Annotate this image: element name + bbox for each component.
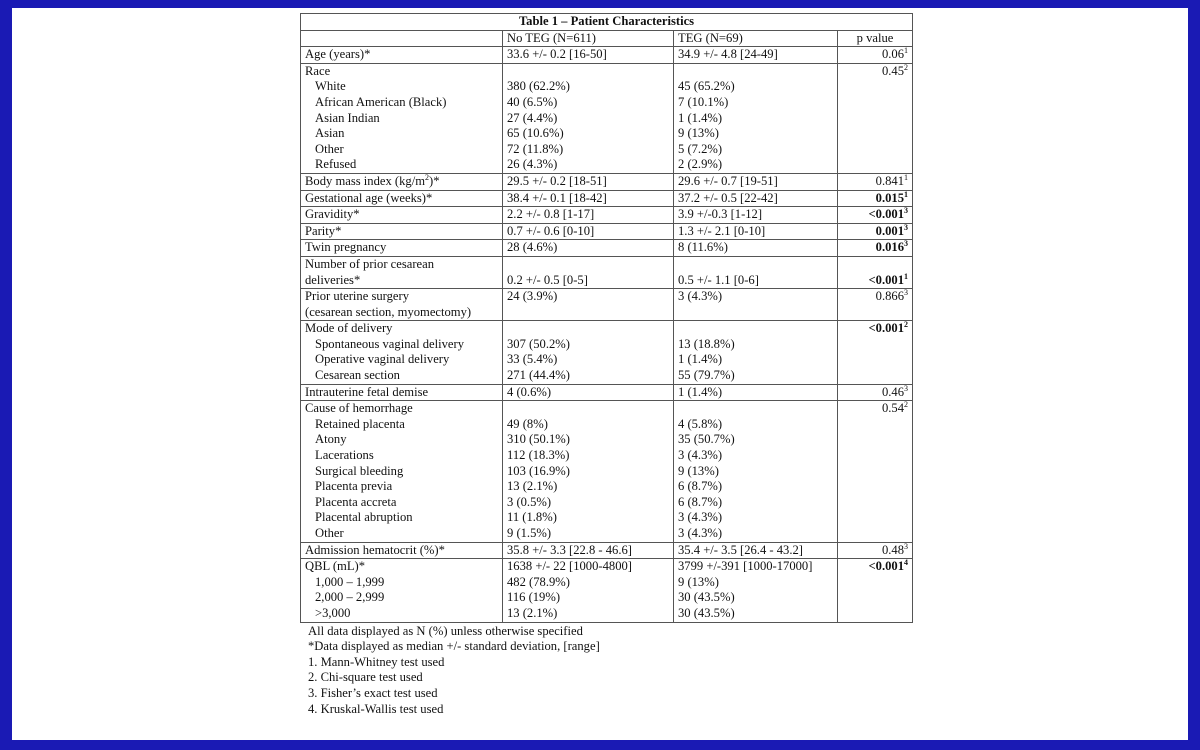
cell-no-teg: 9 (1.5%) (503, 526, 674, 542)
cell-no-teg: 72 (11.8%) (503, 142, 674, 158)
p-footnote: 1 (904, 46, 908, 56)
row-label: Asian (301, 126, 503, 142)
p-text: 0.06 (881, 47, 904, 62)
p-footnote: 2 (904, 63, 908, 72)
cell-teg: 37.2 +/- 0.5 [22-42] (674, 190, 838, 207)
cell-teg: 3.9 +/-0.3 [1-12] (674, 207, 838, 224)
p-footnote: 1 (904, 190, 908, 199)
row-label: Gravidity* (301, 207, 503, 224)
document-page (12, 8, 1188, 740)
cell-p-value (838, 273, 913, 289)
cell-teg: 2 (2.9%) (674, 157, 838, 173)
footnote: 1. Mann-Whitney test used (308, 654, 445, 669)
cell-no-teg: 0.2 +/- 0.5 [0-5] (503, 273, 674, 289)
cell-p-value (838, 190, 913, 207)
row-label: Prior uterine surgery (301, 289, 503, 305)
cell-no-teg: 33 (5.4%) (503, 352, 674, 368)
header-no-teg: No TEG (N=611) (503, 30, 674, 47)
footnote: 2. Chi-square test used (308, 670, 423, 685)
cell-no-teg: 103 (16.9%) (503, 464, 674, 480)
p-text: 0.46 (881, 384, 904, 399)
p-text: 0.015 (875, 190, 904, 205)
row-label: Body mass index $(kg/m^2)*$ (301, 173, 503, 190)
table-row (301, 95, 913, 111)
p-text: <0.001 (868, 559, 904, 574)
cell-p-value (838, 223, 913, 240)
p-text: 0.001 (875, 223, 904, 238)
table-title-row (301, 14, 913, 31)
row-label: Lacerations (301, 448, 503, 464)
table-row (301, 79, 913, 95)
cell-teg: 1 (1.4%) (674, 384, 838, 401)
cell-teg: 7 (10.1%) (674, 95, 838, 111)
cell-teg: 0.5 +/- 1.1 [0-6] (674, 273, 838, 289)
p-footnote: 3 (904, 223, 908, 232)
row-label: (cesarean section, myomectomy) (301, 305, 503, 321)
cell-teg: 9 (13%) (674, 126, 838, 142)
table-row (301, 190, 913, 207)
cell-p-value (838, 542, 913, 559)
p-footnote: 1 (904, 173, 908, 182)
row-label: >3,000 (301, 606, 503, 622)
cell-teg: 13 (18.8%) (674, 337, 838, 353)
cell-no-teg: 27 (4.4%) (503, 111, 674, 127)
row-label: Spontaneous vaginal delivery (301, 337, 503, 353)
cell-p-value (838, 289, 913, 305)
cell-teg: 3 (4.3%) (674, 526, 838, 542)
row-label: Parity* (301, 223, 503, 240)
cell-no-teg: 2.2 +/- 0.8 [1-17] (503, 207, 674, 224)
row-label: Placenta accreta (301, 495, 503, 511)
cell-teg: 1.3 +/- 2.1 [0-10] (674, 223, 838, 240)
table-row (301, 526, 913, 542)
cell-no-teg: 3 (0.5%) (503, 495, 674, 511)
cell-teg: 9 (13%) (674, 575, 838, 591)
table-row (301, 384, 913, 401)
row-label: Operative vaginal delivery (301, 352, 503, 368)
table-row (301, 590, 913, 606)
cell-no-teg: 28 (4.6%) (503, 240, 674, 257)
cell-teg: 35 (50.7%) (674, 432, 838, 448)
cell-no-teg: 49 (8%) (503, 417, 674, 433)
p-footnote: 2 (904, 400, 908, 410)
cell-no-teg: 310 (50.1%) (503, 432, 674, 448)
table-row (301, 273, 913, 289)
table-row (301, 305, 913, 321)
row-label: Refused (301, 157, 503, 173)
cell-p-value (838, 321, 913, 337)
table-row (301, 47, 913, 64)
cell-teg: 6 (8.7%) (674, 479, 838, 495)
row-label: Admission hematocrit (%)* (301, 542, 503, 559)
table-row (301, 464, 913, 480)
row-label: Cesarean section (301, 368, 503, 384)
header-row (301, 30, 913, 47)
table-row (301, 256, 913, 272)
table-row (301, 495, 913, 511)
row-label: 2,000 – 2,999 (301, 590, 503, 606)
p-text: 0.54 (881, 401, 904, 416)
table-row (301, 111, 913, 127)
cell-teg: 3 (4.3%) (674, 510, 838, 526)
table-row (301, 289, 913, 305)
table-row (301, 575, 913, 591)
row-label: African American (Black) (301, 95, 503, 111)
p-text: <0.001 (868, 272, 904, 287)
cell-teg: 6 (8.7%) (674, 495, 838, 511)
patient-characteristics-table (300, 13, 913, 623)
cell-no-teg: 13 (2.1%) (503, 479, 674, 495)
cell-no-teg: 13 (2.1%) (503, 606, 674, 622)
cell-no-teg: 112 (18.3%) (503, 448, 674, 464)
cell-p-value (838, 240, 913, 257)
row-label: Other (301, 526, 503, 542)
footnote: All data displayed as N (%) unless otherwise specified (308, 623, 583, 638)
row-label: Race (301, 63, 503, 79)
cell-teg: 4 (5.8%) (674, 417, 838, 433)
cell-no-teg: 271 (44.4%) (503, 368, 674, 384)
cell-no-teg: 40 (6.5%) (503, 95, 674, 111)
table-container (300, 13, 912, 717)
table-row (301, 368, 913, 384)
p-footnote: 3 (904, 239, 908, 249)
cell-teg: 3 (4.3%) (674, 289, 838, 305)
cell-teg: 45 (65.2%) (674, 79, 838, 95)
cell-teg: 30 (43.5%) (674, 606, 838, 622)
cell-no-teg: 65 (10.6%) (503, 126, 674, 142)
p-text: <0.001 (868, 207, 904, 222)
header-blank (301, 30, 503, 47)
table-row (301, 510, 913, 526)
cell-no-teg: 4 (0.6%) (503, 384, 674, 401)
row-label: Other (301, 142, 503, 158)
cell-no-teg: 29.5 +/- 0.2 [18-51] (503, 173, 674, 190)
cell-no-teg: 24 (3.9%) (503, 289, 674, 305)
table-row (301, 142, 913, 158)
p-footnote: 4 (904, 558, 908, 568)
table-row (301, 448, 913, 464)
table-row (301, 321, 913, 337)
cell-p-value (838, 47, 913, 64)
cell-teg: 3799 +/-391 [1000-17000] (674, 559, 838, 575)
cell-teg: 55 (79.7%) (674, 368, 838, 384)
p-footnote: 1 (904, 272, 908, 281)
row-label: Asian Indian (301, 111, 503, 127)
cell-no-teg: 307 (50.2%) (503, 337, 674, 353)
cell-no-teg: 116 (19%) (503, 590, 674, 606)
cell-no-teg: 482 (78.9%) (503, 575, 674, 591)
table-row (301, 157, 913, 173)
footnote: 3. Fisher’s exact test used (308, 685, 438, 700)
cell-p-value (838, 384, 913, 401)
row-label: Mode of delivery (301, 321, 503, 337)
cell-no-teg: 35.8 +/- 3.3 [22.8 - 46.6] (503, 542, 674, 559)
cell-p-value (838, 207, 913, 224)
table-title: Table 1 – Patient Characteristics (301, 14, 913, 31)
p-text: 0.866 (875, 289, 904, 304)
table-row (301, 223, 913, 240)
cell-teg: 5 (7.2%) (674, 142, 838, 158)
table-row (301, 559, 913, 575)
cell-no-teg: 11 (1.8%) (503, 510, 674, 526)
row-label: Placenta previa (301, 479, 503, 495)
table-row (301, 542, 913, 559)
cell-no-teg: 26 (4.3%) (503, 157, 674, 173)
table-footnotes (300, 624, 912, 718)
row-label: 1,000 – 1,999 (301, 575, 503, 591)
table-row (301, 432, 913, 448)
cell-p-value (838, 401, 913, 417)
p-footnote: 3 (904, 542, 908, 551)
cell-no-teg: 38.4 +/- 0.1 [18-42] (503, 190, 674, 207)
row-label: Age (years)* (301, 47, 503, 64)
cell-teg: 8 (11.6%) (674, 240, 838, 257)
cell-teg: 34.9 +/- 4.8 [24-49] (674, 47, 838, 64)
row-label: Number of prior cesarean (301, 256, 503, 272)
cell-teg: 35.4 +/- 3.5 [26.4 - 43.2] (674, 542, 838, 559)
header-p-value: p value (838, 30, 913, 47)
cell-teg: 9 (13%) (674, 464, 838, 480)
cell-no-teg: 0.7 +/- 0.6 [0-10] (503, 223, 674, 240)
cell-teg: 30 (43.5%) (674, 590, 838, 606)
cell-no-teg: 33.6 +/- 0.2 [16-50] (503, 47, 674, 64)
table-row (301, 352, 913, 368)
header-teg: TEG (N=69) (674, 30, 838, 47)
cell-teg: 1 (1.4%) (674, 111, 838, 127)
cell-teg: 3 (4.3%) (674, 448, 838, 464)
table-row (301, 173, 913, 190)
cell-no-teg: 1638 +/- 22 [1000-4800] (503, 559, 674, 575)
cell-no-teg: 380 (62.2%) (503, 79, 674, 95)
p-footnote: 3 (904, 288, 908, 298)
p-footnote: 2 (904, 320, 908, 330)
table-row (301, 337, 913, 353)
row-label: Gestational age (weeks)* (301, 190, 503, 207)
row-label: White (301, 79, 503, 95)
p-text: 0.841 (875, 173, 904, 188)
p-text: <0.001 (868, 321, 904, 336)
cell-p-value (838, 559, 913, 575)
p-text: 0.016 (875, 240, 904, 255)
p-footnote: 3 (904, 384, 908, 393)
table-row (301, 207, 913, 224)
row-label: Intrauterine fetal demise (301, 384, 503, 401)
cell-p-value (838, 63, 913, 79)
row-label: QBL (mL)* (301, 559, 503, 575)
table-row (301, 63, 913, 79)
row-label: Placental abruption (301, 510, 503, 526)
table-row (301, 240, 913, 257)
row-label: Surgical bleeding (301, 464, 503, 480)
table-row (301, 417, 913, 433)
table-row (301, 479, 913, 495)
cell-p-value (838, 173, 913, 190)
p-text: 0.48 (881, 542, 904, 557)
footnote: 4. Kruskal-Wallis test used (308, 701, 444, 716)
table-row (301, 126, 913, 142)
footnote: *Data displayed as median +/- standard deviation, [range] (308, 639, 600, 654)
row-label: Retained placenta (301, 417, 503, 433)
p-text: 0.45 (881, 63, 904, 78)
row-label: Cause of hemorrhage (301, 401, 503, 417)
p-footnote: 3 (904, 206, 908, 216)
row-label: deliveries* (301, 273, 503, 289)
row-label: Twin pregnancy (301, 240, 503, 257)
table-row (301, 401, 913, 417)
cell-teg: 1 (1.4%) (674, 352, 838, 368)
cell-teg: 29.6 +/- 0.7 [19-51] (674, 173, 838, 190)
row-label: Atony (301, 432, 503, 448)
table-row (301, 606, 913, 622)
